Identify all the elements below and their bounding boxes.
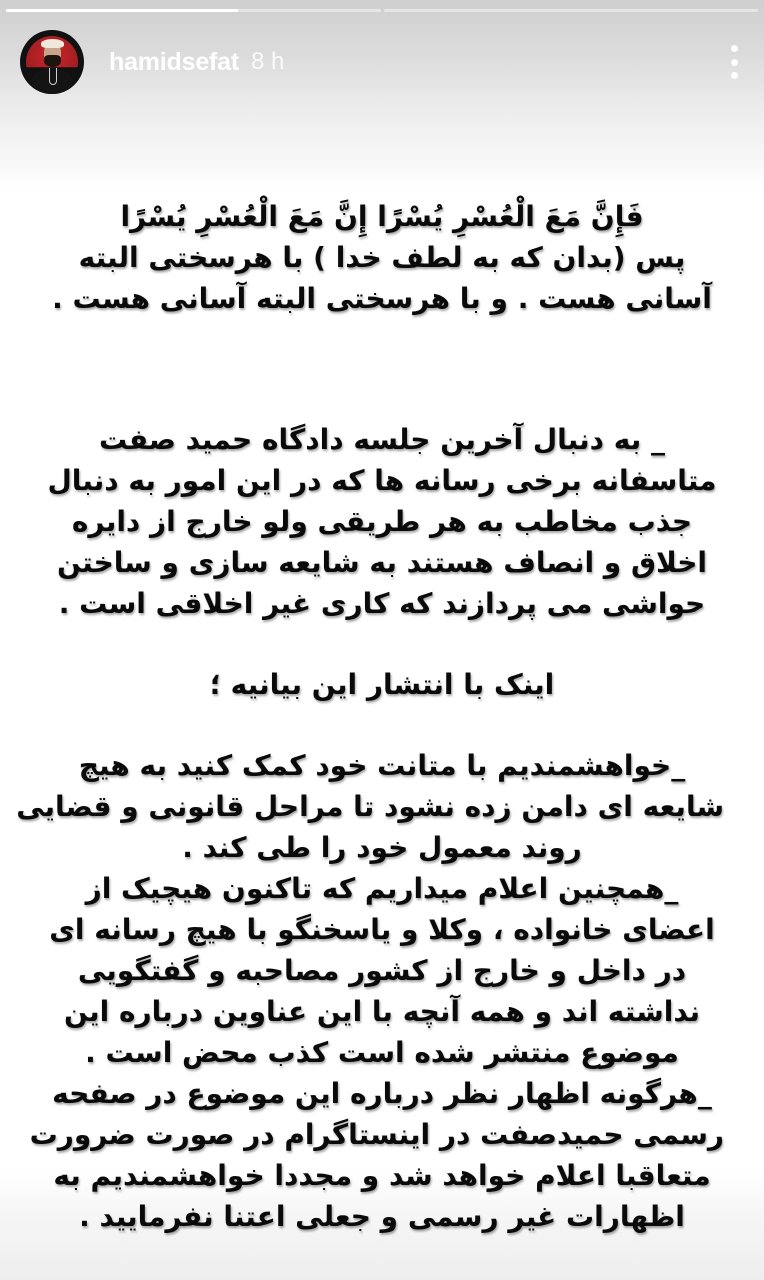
body-line: متعاقبا اعلام خواهد شد و مجددا خواهشمندیم به	[53, 1159, 711, 1192]
intro-line: متاسفانه برخی رسانه ها که در این امور به دنبال	[47, 464, 717, 497]
body-line: روند معمول خود را طی کند .	[182, 831, 582, 864]
body-line: اعضای خانواده ، وکلا و یاسخنگو با هیچ رسانه ای	[49, 913, 715, 946]
statement-heading-line: اینک با انتشار این بیانیه ؛	[209, 668, 555, 701]
body-paragraph	[16, 745, 724, 1237]
intro-line: _ به دنبال آخرین جلسه دادگاه حمید صفت	[99, 423, 665, 456]
top-gradient-overlay	[0, 0, 764, 190]
verse-paragraph	[40, 196, 724, 319]
profile-avatar-icon[interactable]	[20, 30, 84, 94]
body-line: _هرگونه اظهار نظر درباره این موضوع در صفحه	[52, 1077, 712, 1110]
vertical-ellipsis-icon	[731, 45, 738, 52]
statement-heading	[40, 664, 724, 705]
body-line: نداشته اند و همه آنچه با این عناوین درباره این	[63, 995, 701, 1028]
progress-segment-2	[384, 9, 759, 12]
progress-segment-fill	[6, 9, 238, 12]
body-line: _همچنین اعلام میداریم که تاکنون هیچیک از	[85, 872, 679, 905]
vertical-ellipsis-icon	[731, 72, 738, 79]
verse-line: پس (بدان که به لطف خدا ) با هرسختی البته	[78, 241, 686, 274]
body-line: در داخل و خارج از کشور مصاحبه و گفتگویی	[77, 954, 687, 987]
intro-paragraph	[40, 419, 724, 624]
story-progress-bar	[6, 9, 758, 13]
body-line: اظهارات غیر رسمی و جعلی اعتنا نفرمایید .	[79, 1200, 685, 1233]
intro-line: اخلاق و انصاف هستند به شایعه سازی و ساختن	[56, 546, 708, 579]
verse-line: فَإِنَّ مَعَ الْعُسْرِ یُسْرًا إِنَّ مَعَ الْعُسْرِ یُسْرًا	[120, 200, 644, 233]
avatar-chain	[49, 68, 57, 85]
avatar-bandana	[41, 39, 64, 48]
verse-line: آسانی هست . و با هرسختی البته آسانی هست .	[52, 282, 712, 315]
body-line: رسمی حمیدصفت در اینستاگرام در صورت ضرورت	[29, 1118, 724, 1151]
body-line: شایعه ای دامن زده نشود تا مراحل قانونی و قضایی	[16, 790, 724, 823]
intro-line: جذب مخاطب به هر طریقی ولو خارج از دایره	[71, 505, 693, 538]
more-options-button[interactable]	[722, 42, 746, 82]
post-time: 8 h	[250, 48, 285, 75]
story-text-content	[16, 196, 724, 1237]
vertical-ellipsis-icon	[731, 59, 738, 66]
body-line: _خواهشمندیم با متانت خود کمک کنید به هیچ	[78, 749, 686, 782]
story-header	[20, 30, 284, 94]
progress-segment-1	[6, 9, 381, 12]
avatar-beard	[44, 55, 61, 67]
body-line: موضوع منتشر شده است کذب محض است .	[85, 1036, 679, 1069]
username-link[interactable]: hamidsefat	[109, 47, 239, 76]
intro-line: حواشی می پردازند که کاری غیر اخلاقی است .	[58, 587, 706, 620]
